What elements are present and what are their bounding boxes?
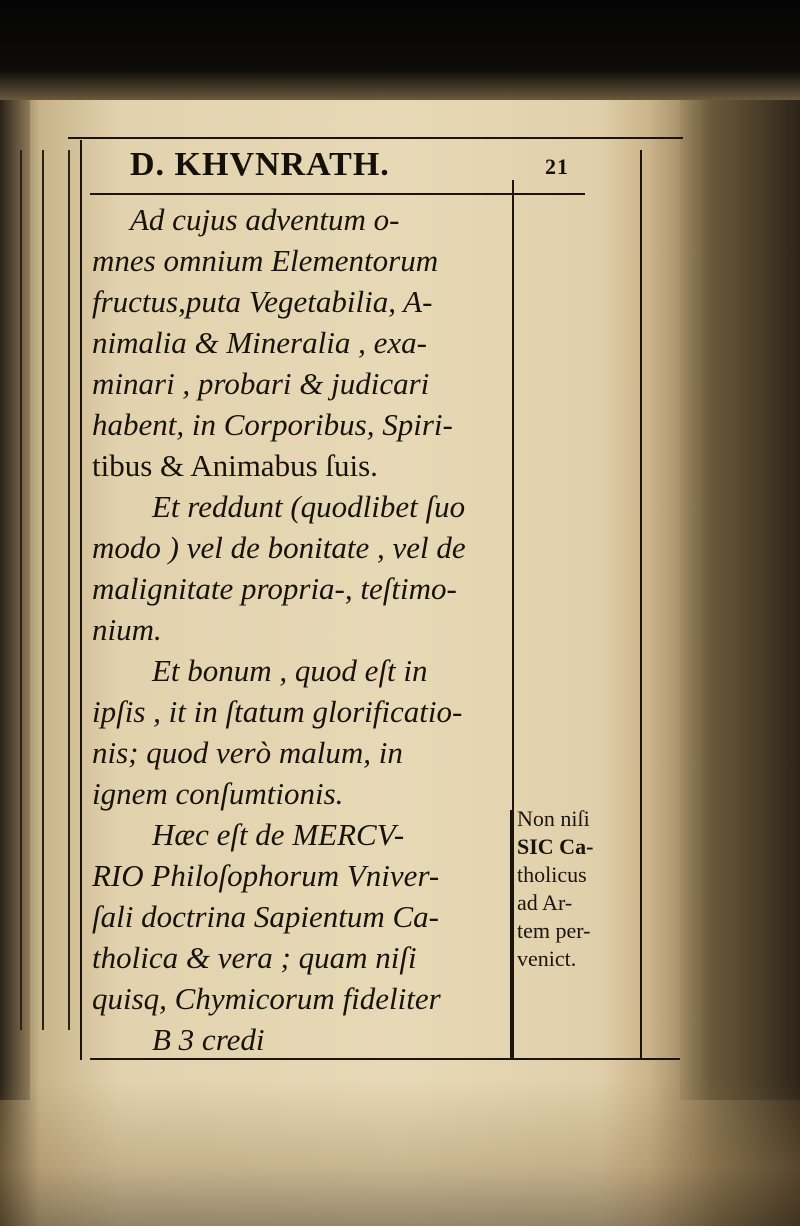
bottom-shadow xyxy=(0,1080,800,1226)
text-line-2: mnes omnium Elementorum xyxy=(92,243,439,278)
text-line-10: malignitate propria-, teſtimo- xyxy=(92,571,457,606)
text-line-16: Hæc eſt de MERCV- xyxy=(152,817,405,852)
catchword-line: B 3 credi xyxy=(152,1022,265,1057)
text-line-1: Ad cujus adventum o- xyxy=(130,202,400,237)
text-line-4: nimalia & Mineralia , exa- xyxy=(92,325,427,360)
text-line-12: Et bonum , quod eſt in xyxy=(152,653,428,688)
margin-column-rule xyxy=(640,150,642,1060)
text-line-14: nis; quod verò malum, in xyxy=(92,735,403,770)
dark-top-margin xyxy=(0,0,800,100)
running-head-title: D. KHVNRATH. xyxy=(130,146,390,183)
marginal-line-2: SIC Ca- xyxy=(517,834,594,859)
text-line-5: minari , probari & judicari xyxy=(92,366,430,401)
running-head xyxy=(100,144,580,190)
marginal-box-rule xyxy=(510,810,512,1060)
right-page-edge xyxy=(680,100,800,1100)
text-line-9: modo ) vel de bonitate , vel de xyxy=(92,530,466,565)
text-column-rule xyxy=(512,180,514,1060)
page-number: 21 xyxy=(545,154,569,179)
text-line-20: quisq, Chymicorum fideliter xyxy=(92,981,441,1016)
text-line-6: habent, in Corporibus, Spiri- xyxy=(92,407,453,442)
header-rule xyxy=(90,193,585,195)
marginal-line-6: venict. xyxy=(517,946,577,971)
text-line-13: ipſis , it in ſtatum glorificatio- xyxy=(92,694,463,729)
text-line-15: ignem conſumtionis. xyxy=(92,776,344,811)
left-margin-rules xyxy=(14,150,84,1030)
text-line-8: Et reddunt (quodlibet ſuo xyxy=(152,489,466,524)
marginal-line-1: Non niſi xyxy=(517,806,590,831)
marginal-line-5: tem per- xyxy=(517,918,591,943)
text-line-17: RIO Philoſophorum Vniver- xyxy=(92,858,440,893)
frame-top-rule xyxy=(68,137,683,139)
marginal-line-4: ad Ar- xyxy=(517,890,573,915)
text-line-7: tibus & Animabus ſuis. xyxy=(92,448,378,483)
text-line-11: nium. xyxy=(92,612,162,647)
marginal-line-3: tholicus xyxy=(517,862,587,887)
text-line-19: tholica & vera ; quam niſi xyxy=(92,940,417,975)
text-line-18: ſali doctrina Sapientum Ca- xyxy=(92,899,440,934)
frame-left-rule xyxy=(80,140,82,1060)
text-line-3: fructus,puta Vegetabilia, A- xyxy=(92,284,433,319)
